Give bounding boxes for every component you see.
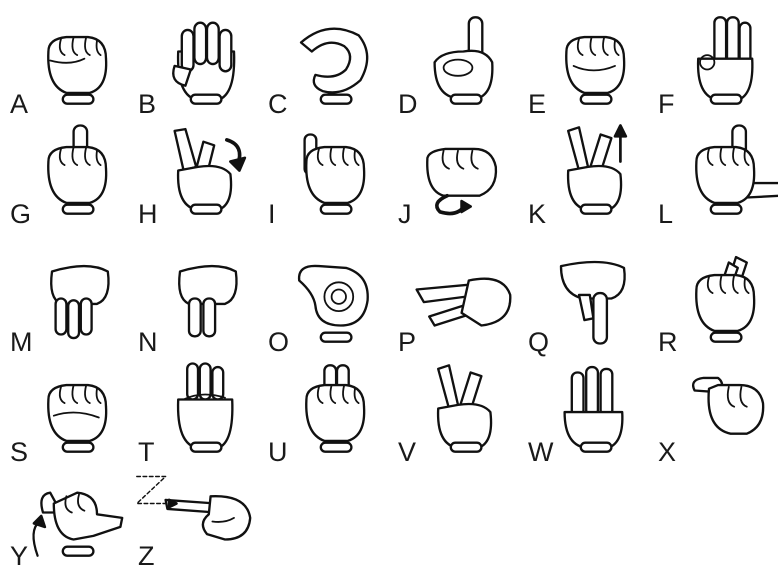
sign-i xyxy=(262,120,390,230)
letter-label: S xyxy=(10,437,29,467)
sign-n xyxy=(132,248,260,358)
hand-o-icon xyxy=(292,248,382,358)
hand-a-icon xyxy=(34,10,124,120)
hand-i-icon xyxy=(292,120,382,230)
hand-x-icon xyxy=(682,358,772,468)
sign-h xyxy=(132,120,260,230)
letter-label: C xyxy=(268,89,288,119)
hand-y-icon xyxy=(34,462,124,572)
sign-z xyxy=(132,462,260,572)
hand-v-icon xyxy=(422,358,512,468)
letter-label: R xyxy=(658,327,678,357)
letter-label: P xyxy=(398,327,417,357)
hand-s-icon xyxy=(34,358,124,468)
hand-w-icon xyxy=(552,358,642,468)
hand-g-icon xyxy=(34,120,124,230)
letter-label: W xyxy=(528,437,554,467)
hand-n-icon xyxy=(162,248,252,358)
hand-r-icon xyxy=(682,248,772,358)
hand-d-icon xyxy=(422,10,512,120)
sign-w xyxy=(522,358,650,468)
letter-label: M xyxy=(10,327,33,357)
letter-label: X xyxy=(658,437,677,467)
hand-f-icon xyxy=(682,10,772,120)
sign-g xyxy=(4,120,132,230)
sign-m xyxy=(4,248,132,358)
letter-label: B xyxy=(138,89,157,119)
sign-k xyxy=(522,120,650,230)
letter-label: K xyxy=(528,199,547,229)
letter-label: O xyxy=(268,327,290,357)
letter-label: F xyxy=(658,89,675,119)
letter-label: I xyxy=(268,199,276,229)
hand-c-icon xyxy=(292,10,382,120)
sign-y xyxy=(4,462,132,572)
letter-label: U xyxy=(268,437,288,467)
letter-label: L xyxy=(658,199,674,229)
letter-label: D xyxy=(398,89,418,119)
sign-l xyxy=(652,120,778,230)
letter-label: Q xyxy=(528,327,550,357)
sign-t xyxy=(132,358,260,468)
letter-label: T xyxy=(138,437,155,467)
letter-label: E xyxy=(528,89,547,119)
letter-label: Y xyxy=(10,541,29,571)
sign-a xyxy=(4,10,132,120)
hand-b-icon xyxy=(162,10,252,120)
hand-l-icon xyxy=(682,120,772,230)
sign-q xyxy=(522,248,650,358)
hand-j-icon xyxy=(422,120,512,230)
hand-p-icon xyxy=(422,248,512,358)
letter-label: H xyxy=(138,199,158,229)
hand-e-icon xyxy=(552,10,642,120)
sign-x xyxy=(652,358,778,468)
sign-s xyxy=(4,358,132,468)
sign-p xyxy=(392,248,520,358)
hand-z-icon xyxy=(162,462,252,572)
sign-v xyxy=(392,358,520,468)
sign-j xyxy=(392,120,520,230)
letter-label: N xyxy=(138,327,158,357)
letter-label: J xyxy=(398,199,412,229)
sign-r xyxy=(652,248,778,358)
hand-m-icon xyxy=(34,248,124,358)
sign-d xyxy=(392,10,520,120)
letter-label: G xyxy=(10,199,32,229)
sign-o xyxy=(262,248,390,358)
hand-k-icon xyxy=(552,120,642,230)
sign-c xyxy=(262,10,390,120)
sign-b xyxy=(132,10,260,120)
sign-e xyxy=(522,10,650,120)
hand-t-icon xyxy=(162,358,252,468)
sign-u xyxy=(262,358,390,468)
letter-label: A xyxy=(10,89,29,119)
letter-label: V xyxy=(398,437,417,467)
hand-q-icon xyxy=(552,248,642,358)
hand-h-icon xyxy=(162,120,252,230)
sign-f xyxy=(652,10,778,120)
hand-u-icon xyxy=(292,358,382,468)
letter-label: Z xyxy=(138,541,155,571)
